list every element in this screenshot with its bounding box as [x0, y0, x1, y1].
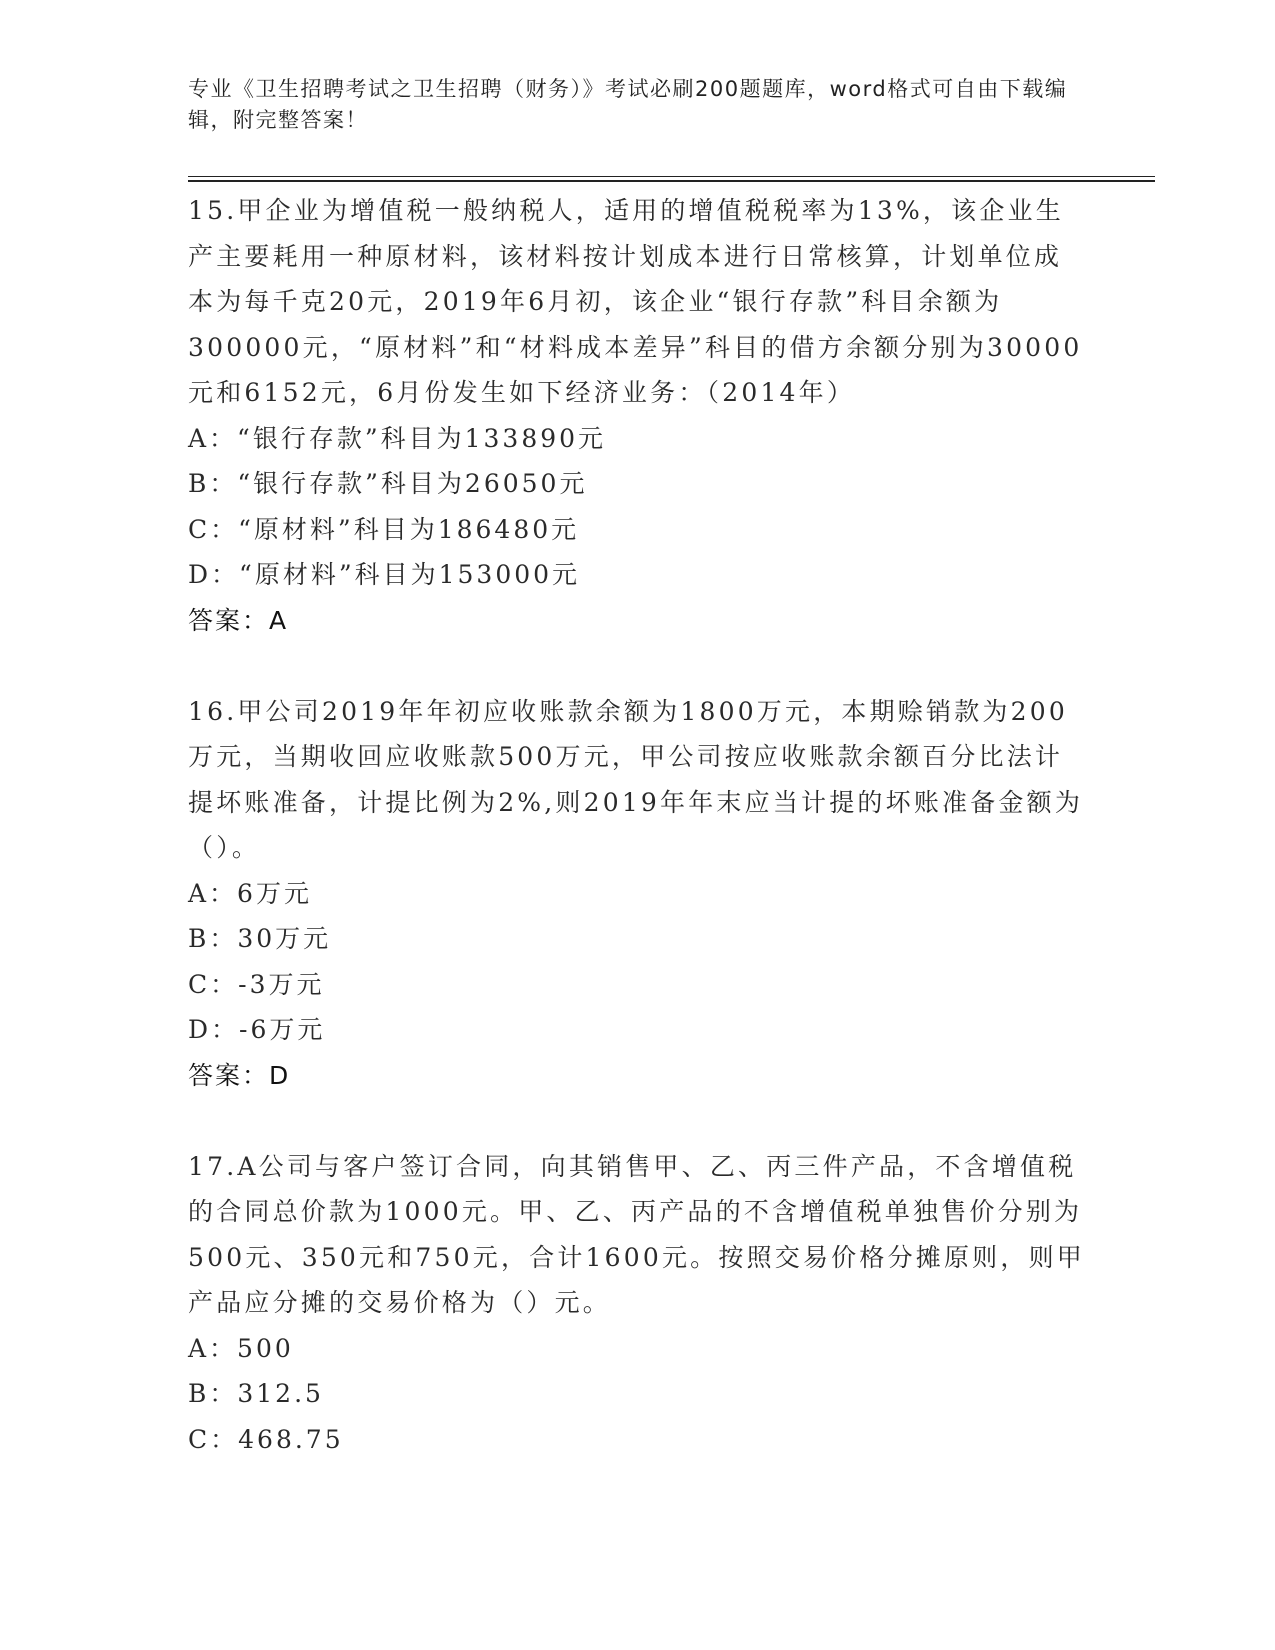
question-stem: 16.甲公司2019年年初应收账款余额为1800万元，本期赊销款为200万元，当期收回应收账款500万元，甲公司按应收账款余额百分比法计提坏账准备，计提比例为2%,则2019年年末应当计提的坏账准备金额为（）。 [188, 696, 1084, 862]
option-a: A：6万元 [188, 878, 312, 908]
option-b: B：30万元 [188, 924, 332, 953]
option-c: C：-3万元 [188, 969, 325, 999]
option-a: A：“银行存款”科目为133890元 [188, 423, 607, 453]
header-divider-thin [188, 176, 1155, 177]
document-header: 专业《卫生招聘考试之卫生招聘（财务）》考试必刷200题题库，word格式可自由下载编辑，附完整答案！ [188, 77, 1068, 132]
question-spacer [188, 1098, 1088, 1144]
option-b: B：“银行存款”科目为26050元 [188, 469, 588, 498]
question-list [188, 188, 1088, 1462]
answer-line: 答案：D [188, 1060, 291, 1090]
question-spacer [188, 643, 1088, 689]
question-16 [188, 689, 1088, 1099]
option-c: C：468.75 [188, 1424, 344, 1454]
option-b: B：312.5 [188, 1379, 324, 1408]
option-c: C：“原材料”科目为186480元 [188, 514, 580, 544]
header-divider-thick [188, 180, 1155, 182]
option-d: D：“原材料”科目为153000元 [188, 560, 581, 589]
option-a: A：500 [188, 1333, 294, 1363]
answer-line: 答案：A [188, 605, 289, 635]
question-stem: 15.甲企业为增值税一般纳税人，适用的增值税税率为13%，该企业生产主要耗用一种原材料，该材料按计划成本进行日常核算，计划单位成本为每千克20元，2019年6月初，该企业“银行存款”科目余额为300000元，“原材料”和“材料成本差异”科目的借方余额分别为30000元和6152元，6月份发生如下经济业务：（2014年） [188, 196, 1083, 407]
option-d: D：-6万元 [188, 1015, 326, 1044]
question-stem: 17.A公司与客户签订合同，向其销售甲、乙、丙三件产品，不含增值税的合同总价款为1000元。甲、乙、丙产品的不含增值税单独售价分别为500元、350元和750元，合计1600元。按照交易价格分摊原则，则甲产品应分摊的交易价格为（）元。 [188, 1151, 1085, 1317]
question-15 [188, 188, 1088, 643]
question-17 [188, 1144, 1088, 1463]
